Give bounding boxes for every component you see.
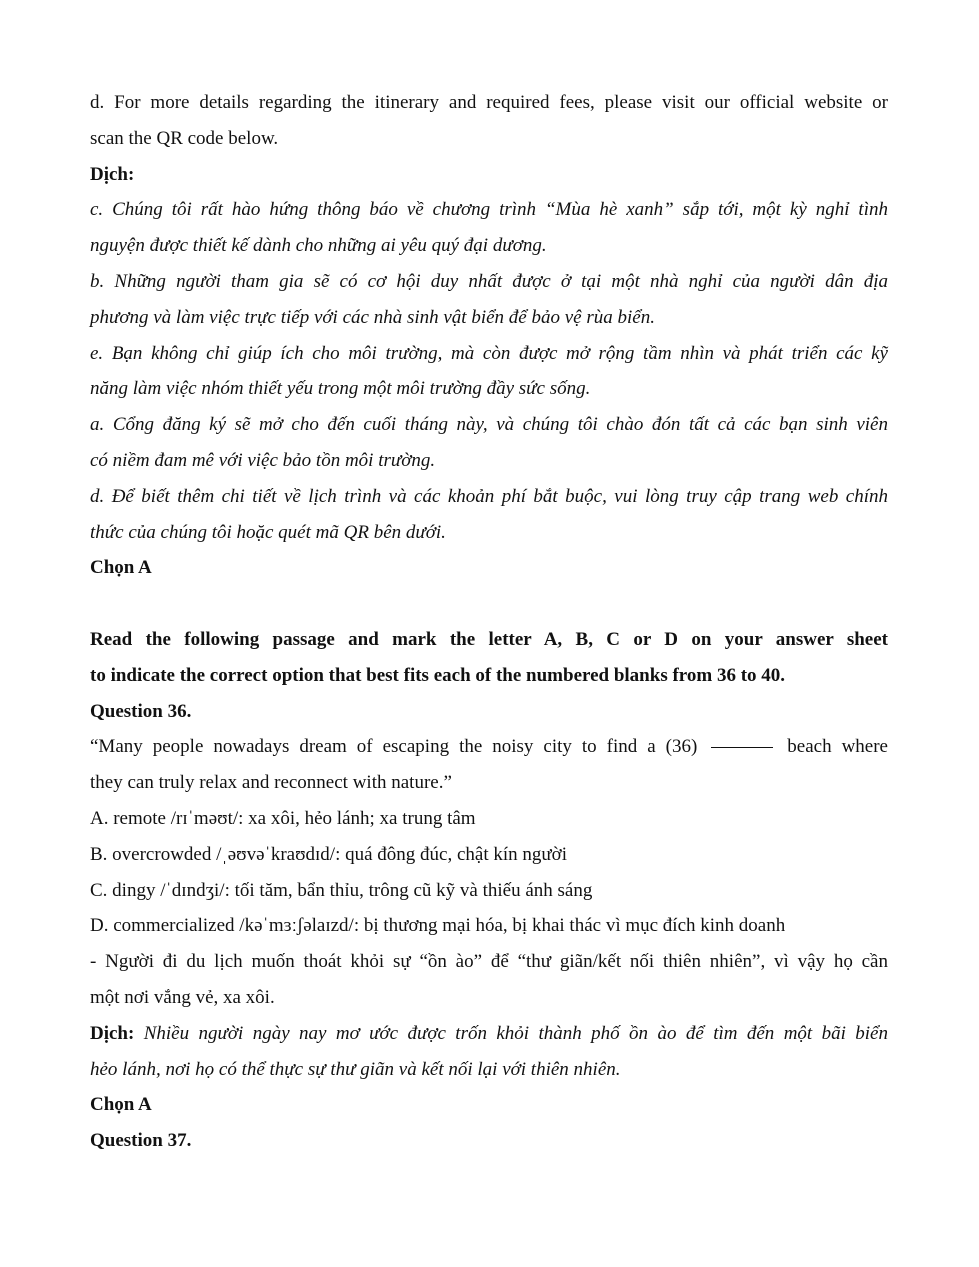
translation-line: năng làm việc nhóm thiết yếu trong một môi trường đầy sức sống.: [90, 378, 591, 400]
instructions-line: Read the following passage and mark the letter A, B, C or D on your answer sheet: [90, 628, 888, 650]
option-d-english-line: d. For more details regarding the itinerary and required fees, please visit our official website or: [90, 92, 888, 113]
translation-line: a. Cổng đăng ký sẽ mở cho đến cuối tháng này, và chúng tôi chào đón tất cả các bạn sinh viên: [90, 414, 888, 436]
translation-label: Dịch:: [90, 1022, 135, 1044]
question-36-quote-line: they can truly relax and reconnect with nature.”: [90, 772, 452, 794]
document-page: [90, 85, 888, 1159]
quote-text-after: beach where: [787, 736, 888, 758]
question-36-heading: Question 36.: [90, 700, 192, 722]
answer-blank: [711, 746, 773, 748]
answer-choice: Chọn A: [90, 557, 152, 579]
translation-text: Nhiều người ngày nay mơ ước được trốn khỏi thành phố ồn ào để tìm đến một bãi biển: [143, 1022, 888, 1044]
translation-line: c. Chúng tôi rất hào hứng thông báo về chương trình “Mùa hè xanh” sắp tới, một kỳ nghỉ tình: [90, 199, 888, 221]
instructions-line: to indicate the correct option that best fits each of the numbered blanks from 36 to 40.: [90, 664, 786, 686]
translation-line: hẻo lánh, nơi họ có thể thực sự thư giãn và kết nối lại với thiên nhiên.: [90, 1058, 621, 1080]
answer-choice: Chọn A: [90, 1094, 152, 1116]
translation-line: b. Những người tham gia sẽ có cơ hội duy nhất được ở tại một nhà nghỉ của người dân địa: [90, 270, 888, 292]
explanation-line: - Người đi du lịch muốn thoát khỏi sự “ồn ào” để “thư giãn/kết nối thiên nhiên”, vì vậy họ cần: [90, 951, 888, 973]
translation-line: phương và làm việc trực tiếp với các nhà sinh vật biển để bảo vệ rùa biển.: [90, 306, 655, 328]
quote-text-before: “Many people nowadays dream of escaping the noisy city to find a (36): [90, 736, 698, 758]
translation-line: có niềm đam mê với việc bảo tồn môi trường.: [90, 449, 436, 471]
translation-line: nguyện được thiết kế dành cho những ai yêu quý đại dương.: [90, 235, 547, 257]
explanation-line: một nơi vắng vẻ, xa xôi.: [90, 986, 275, 1008]
option-b: B. overcrowded /ˌəʊvəˈkraʊdɪd/: quá đông đúc, chật kín người: [90, 843, 568, 865]
translation-line: thức của chúng tôi hoặc quét mã QR bên dưới.: [90, 521, 446, 543]
question-36-translation: [90, 1016, 888, 1052]
translation-label: Dịch:: [90, 163, 135, 185]
spacer: [90, 586, 888, 622]
translation-line: e. Bạn không chỉ giúp ích cho môi trường, mà còn được mở rộng tầm nhìn và phát triển các kỹ: [90, 342, 888, 364]
question-36-quote: [90, 729, 888, 765]
translation-line: d. Để biết thêm chi tiết về lịch trình và các khoản phí bắt buộc, vui lòng truy cập trang web chính: [90, 485, 888, 507]
question-37-heading: Question 37.: [90, 1130, 192, 1152]
option-c: C. dingy /ˈdɪndʒi/: tối tăm, bẩn thỉu, trông cũ kỹ và thiếu ánh sáng: [90, 879, 593, 901]
option-a: A. remote /rɪˈməʊt/: xa xôi, hẻo lánh; xa trung tâm: [90, 807, 476, 829]
option-d: D. commercialized /kəˈmɜːʃəlaɪzd/: bị thương mại hóa, bị khai thác vì mục đích kinh doanh: [90, 915, 786, 937]
option-d-english-line: scan the QR code below.: [90, 127, 279, 149]
